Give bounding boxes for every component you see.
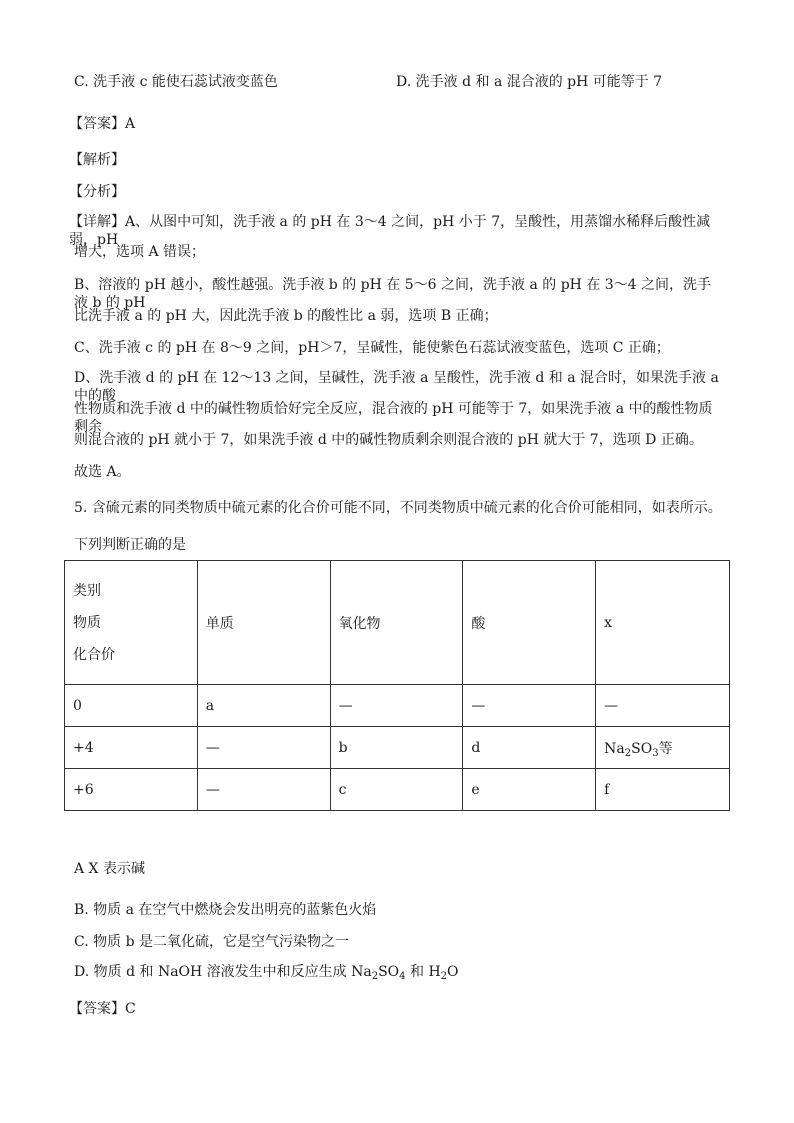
conclusion: 故选 A。 — [74, 464, 131, 480]
detail-d-line2: 性物质和洗手液 d 中的碱性物质恰好完全反应，混合液的 pH 可能等于 7，如果洗手液 a 中的酸性物质剩余 — [74, 401, 713, 435]
header-oxide: 氧化物 — [330, 561, 463, 685]
detail-a-line1: 【详解】A、从图中可知，洗手液 a 的 pH 在 3～4 之间，pH 小于 7，呈酸性，用蒸馏水稀释后酸性减弱，pH — [69, 214, 711, 248]
detail-b-line1: B、溶液的 pH 越小，酸性越强。洗手液 b 的 pH 在 5～6 之间，洗手液 a 的 pH 在 3～4 之间，洗手液 b 的 pH — [74, 277, 712, 311]
table-row — [65, 727, 730, 769]
question-5-prompt: 下列判断正确的是 — [74, 537, 186, 553]
table-cell: — — [197, 769, 330, 811]
table-cell: +4 — [65, 727, 198, 769]
answer-label-4: 【答案】A — [69, 116, 136, 132]
detail-d-line1: D、洗手液 d 的 pH 在 12～13 之间，呈碱性，洗手液 a 呈酸性，洗手液 d 和 a 混合时，如果洗手液 a 中的酸 — [74, 370, 719, 404]
sulfur-valence-table — [64, 560, 730, 811]
header-element: 单质 — [197, 561, 330, 685]
table-cell: a — [197, 685, 330, 727]
option-d: D. 物质 d 和 NaOH 溶液发生中和反应生成 $Na_2SO_4$ 和 $H_2O$ — [74, 964, 459, 982]
table-cell-na2so3: $Na_2SO_3$等 — [596, 727, 730, 769]
table-cell: — — [330, 685, 463, 727]
detail-c-line1: C、洗手液 c 的 pH 在 8～9 之间，pH＞7，呈碱性，能使紫色石蕊试液变蓝色，选项 C 正确； — [74, 340, 670, 356]
table-cell: b — [330, 727, 463, 769]
table-cell: — — [197, 727, 330, 769]
table-cell: e — [463, 769, 596, 811]
fenxi-heading: 【分析】 — [69, 184, 125, 200]
detail-a-line2: 增大，选项 A 错误； — [74, 244, 206, 260]
detail-b-line2: 比洗手液 a 的 pH 大，因此洗手液 b 的酸性比 a 弱，选项 B 正确； — [74, 308, 498, 324]
header-substance: 物质 — [73, 614, 101, 631]
table-cell: c — [330, 769, 463, 811]
header-acid: 酸 — [463, 561, 596, 685]
option-c-prev: C. 洗手液 c 能使石蕊试液变蓝色 — [74, 74, 278, 90]
table-cell: +6 — [65, 769, 198, 811]
table-cell: — — [596, 685, 730, 727]
table-cell: d — [463, 727, 596, 769]
table-corner-header — [65, 561, 198, 685]
option-d-prev: D. 洗手液 d 和 a 混合液的 pH 可能等于 7 — [396, 74, 663, 90]
detail-d-line3: 则混合液的 pH 就小于 7，如果洗手液 d 中的碱性物质剩余则混合液的 pH 就大于 7，选项 D 正确。 — [74, 432, 703, 448]
question-5-stem: 5. 含硫元素的同类物质中硫元素的化合价可能不同，不同类物质中硫元素的化合价可能相同，如表所示。 — [74, 500, 722, 516]
table-cell: 0 — [65, 685, 198, 727]
table-row — [65, 685, 730, 727]
option-b: B. 物质 a 在空气中燃烧会发出明亮的蓝紫色火焰 — [74, 902, 377, 918]
header-x: x — [596, 561, 730, 685]
table-cell: f — [596, 769, 730, 811]
option-c: C. 物质 b 是二氧化硫，它是空气污染物之一 — [74, 934, 349, 950]
answer-label-5: 【答案】C — [69, 1001, 136, 1017]
analysis-heading: 【解析】 — [69, 152, 125, 168]
option-a: A X 表示碱 — [74, 861, 145, 877]
table-cell: — — [463, 685, 596, 727]
header-valence: 化合价 — [73, 646, 115, 663]
table-header-row — [65, 561, 730, 685]
table-row — [65, 769, 730, 811]
header-category: 类别 — [73, 582, 101, 599]
